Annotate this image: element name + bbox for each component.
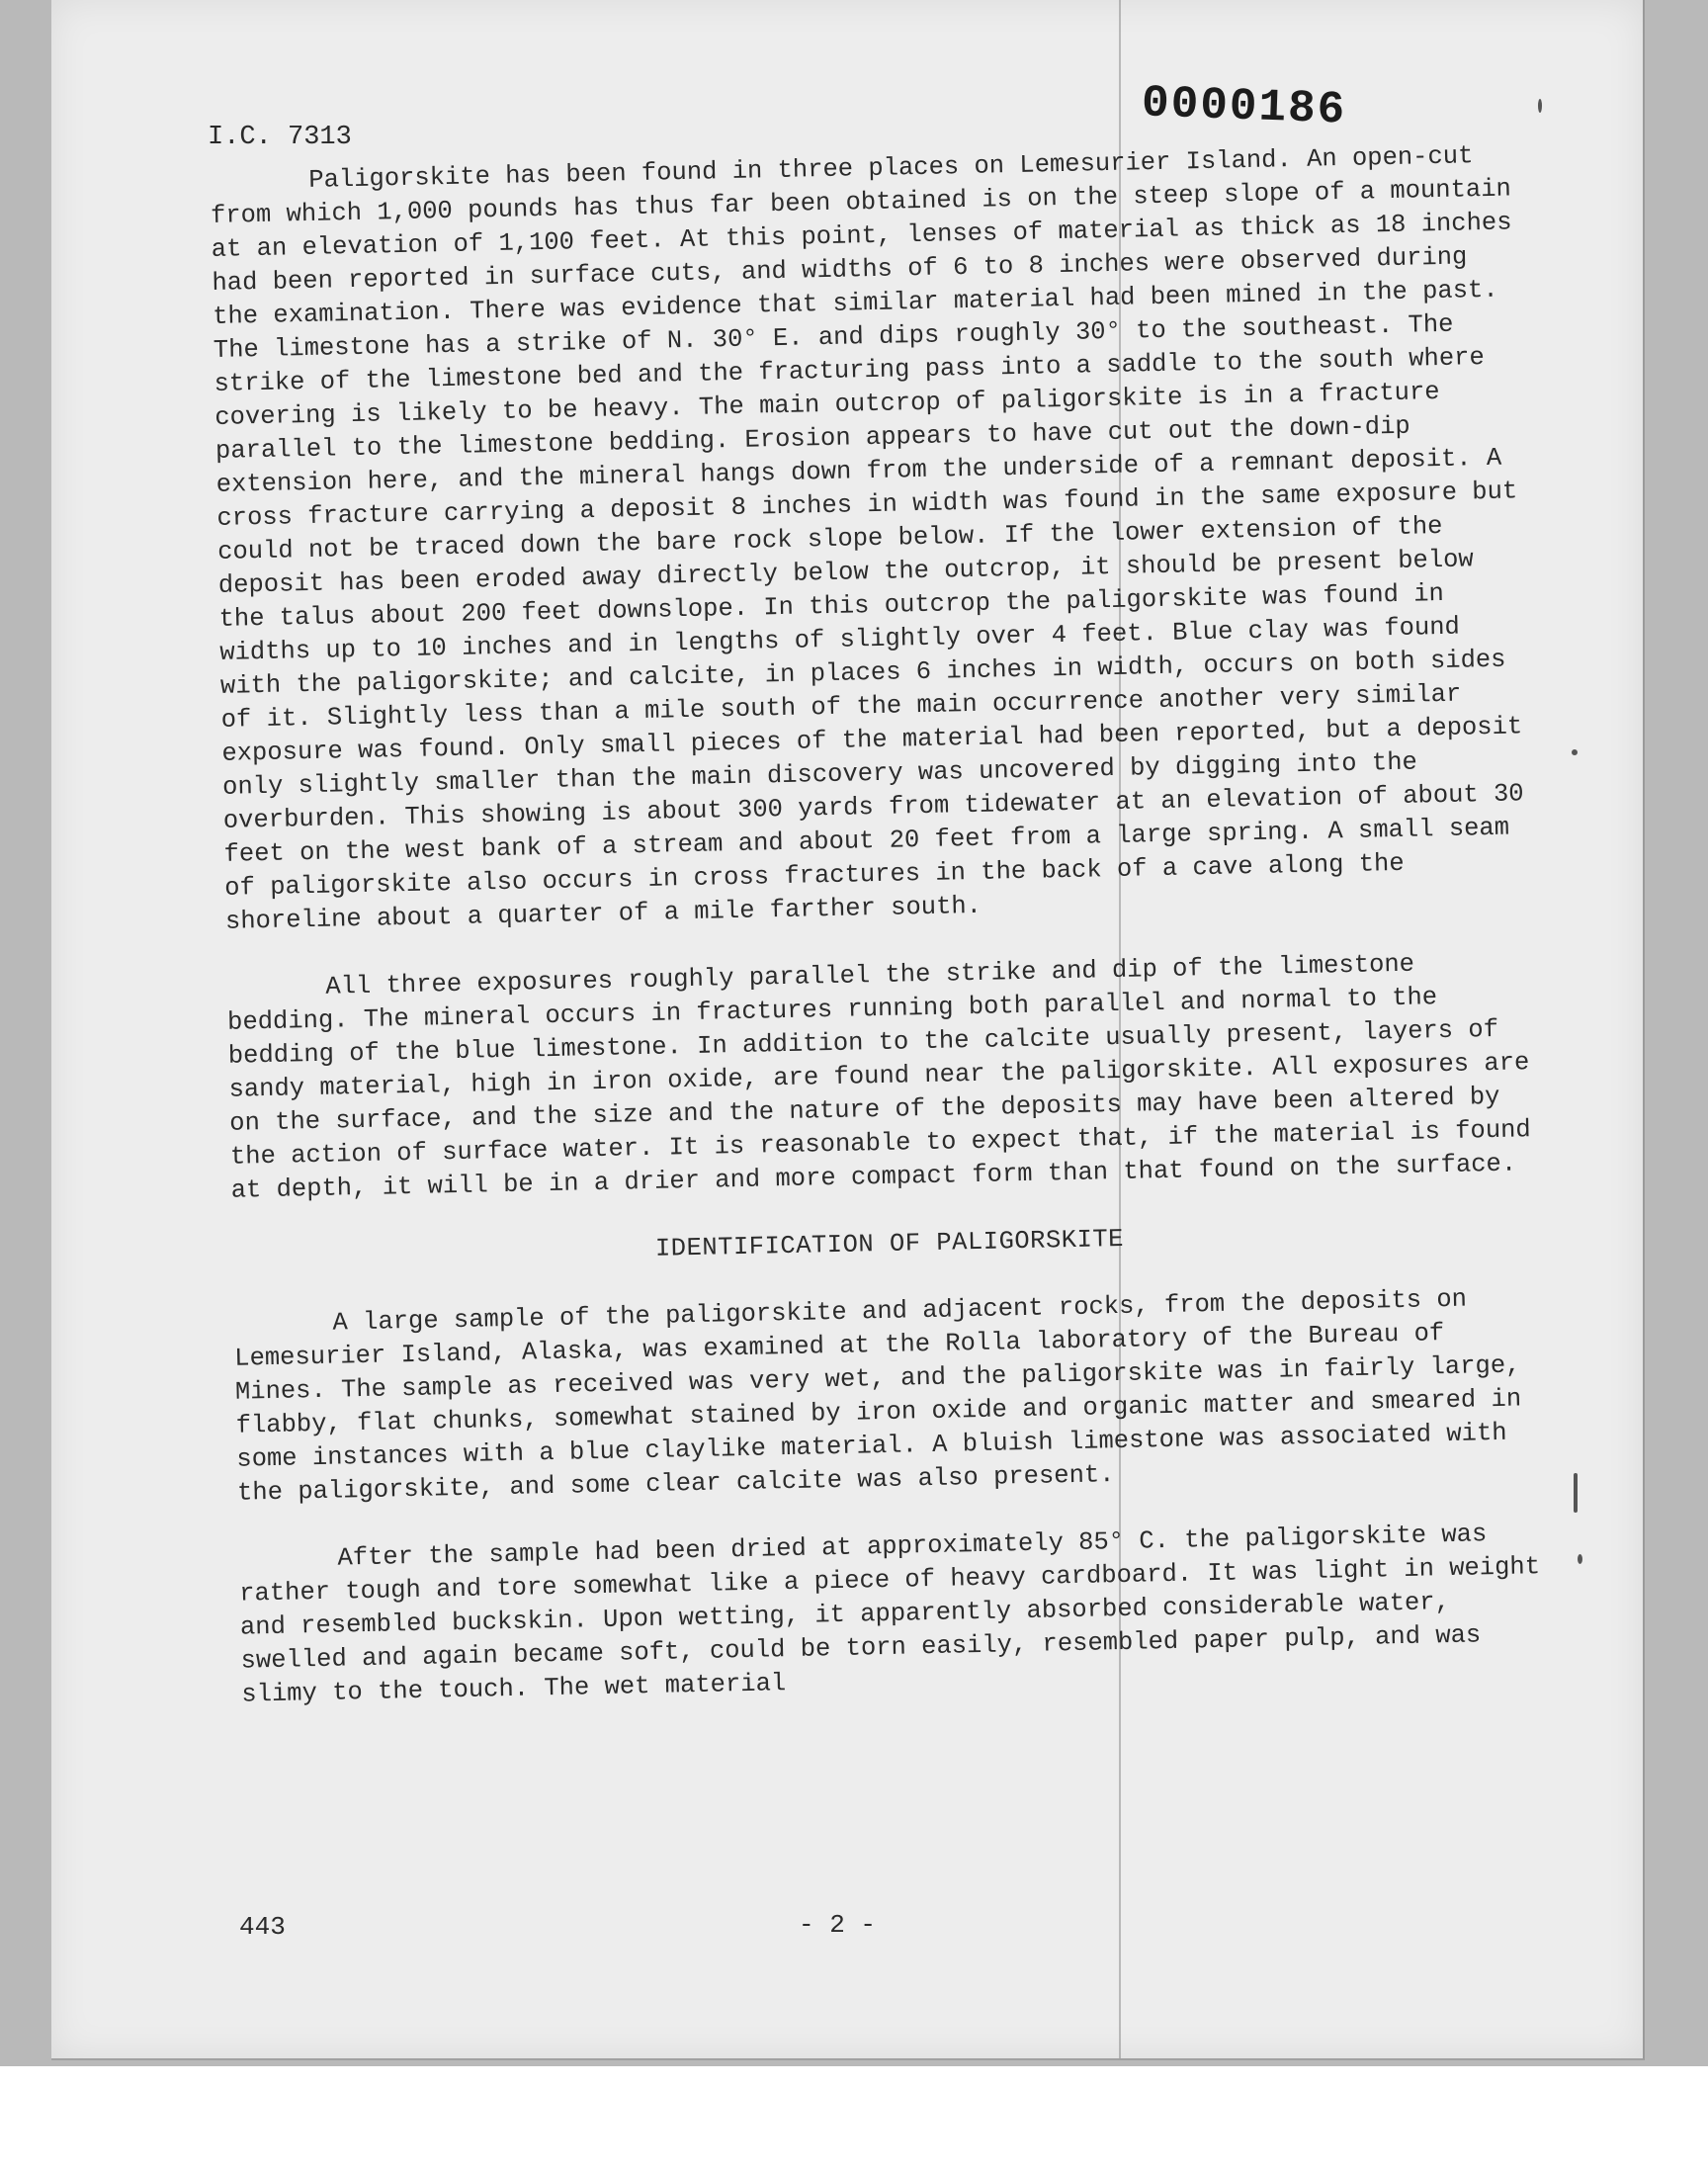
- document-number-stamp: 0000186: [1141, 77, 1348, 136]
- report-id: I.C. 7313: [208, 123, 352, 152]
- section-paragraph-2: After the sample had been dried at approximately 85° C. the paligorskite was rather tough and tore somewhat like a piece of heavy cardboard. It was light in weight and resembled buckskin. Upon wetting, it apparently absorbed considerable water, swelled and again became soft, could be torn easily, resembled paper pulp, and was slimy to the touch. The wet material: [238, 1520, 1541, 1709]
- footer-code: 443: [239, 1912, 286, 1942]
- scan-speck: [1572, 749, 1578, 755]
- section-paragraph-1: A large sample of the paligorskite and adjacent rocks, from the deposits on Lemesurier Island, Alaska, was examined at the Rolla laboratory of the Bureau of Mines. The sample as received was very wet, and the paligorskite was in fairly large, flabby, flat chunks, somewhat stained by iron oxide and organic matter and smeared in some instances with a blue claylike material. A bluish limestone was associated with the paligorskite, and some clear calcite was also present.: [233, 1284, 1522, 1508]
- scan-speck: [1538, 99, 1542, 113]
- body-paragraph-1: Paligorskite has been found in three places on Lemesurier Island. An open-cut from which 1,000 pounds has thus far been obtained is on the steep slope of a mountain at an elevation of 1,100 feet. At this point, lenses of material as thick as 18 inches had been reported in surface cuts, and widths of 6 to 8 inches were observed during the examination. There was evidence that similar material had been mined in the past. The limestone has a strike of N. 30° E. and dips roughly 30° to the southeast. The strike of the limestone bed and the fracturing pass into a saddle to the south where covering is likely to be heavy. The main outcrop of paligorskite is in a fracture parallel to the limestone bedding. Erosion appears to have cut out the down-dip extension here, and the mineral hangs down from the underside of a remnant deposit. A cross fracture carrying a deposit 8 inches in width was found in the same exposure but could not be traced down the bare rock slope below. If the lower extension of the deposit has been eroded away directly below the outcrop, it should be present below the talus about 200 feet downslope. In this outcrop the paligorskite was found in widths up to 10 inches and in lengths of slightly over 4 feet. Blue clay was found with the paligorskite; and calcite, in places 6 inches in width, occurs on both sides of it. Slightly less than a mile south of the main occurrence another very similar exposure was found. Only small pieces of the material had been reported, but a deposit only slightly smaller than the main discovery was uncovered by digging into the overburden. This showing is about 300 yards from tidewater at an elevation of about 30 feet on the west bank of a stream and about 20 feet from a large spring. A small seam of paligorskite also occurs in cross fractures in the back of a cave along the shoreline about a quarter of a mile farther south.: [210, 141, 1524, 936]
- document-body: [210, 138, 1556, 1712]
- page-number: - 2 -: [799, 1910, 877, 1940]
- section-heading: IDENTIFICATION OF PALIGORSKITE: [654, 1224, 1125, 1263]
- scan-speck: [1578, 1554, 1582, 1564]
- scan-speck: [1574, 1473, 1578, 1513]
- body-paragraph-2: All three exposures roughly parallel the strike and dip of the limestone bedding. The mineral occurs in fractures running both parallel and normal to the bedding of the blue limestone. In addition to the calcite usually present, layers of sandy material, high in iron oxide, are found near the paligorskite. All exposures are on the surface, and the size and the nature of the deposits may have been altered by the action of surface water. It is reasonable to expect that, if the material is found at depth, it will be in a drier and more compact form than that found on the surface.: [226, 949, 1532, 1205]
